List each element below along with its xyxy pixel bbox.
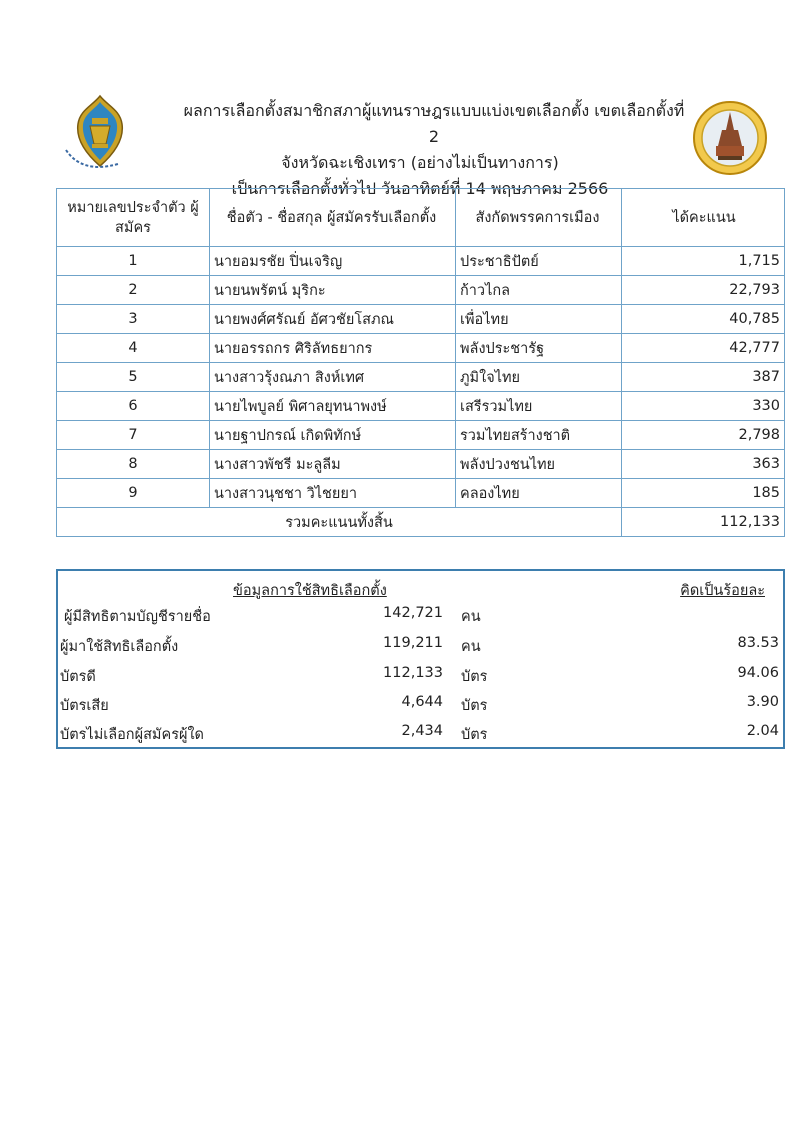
turnout-percent: 94.06 (737, 665, 779, 681)
candidate-name: นายอมรชัย ปิ่นเจริญ (210, 247, 456, 276)
vote-count: 40,785 (622, 305, 785, 334)
turnout-row-voters (58, 635, 783, 663)
candidate-name: นายไพบูลย์ พิศาลยุทนาพงษ์ (210, 392, 456, 421)
candidate-number: 3 (57, 305, 210, 334)
column-header-votes: ได้คะแนน (622, 189, 785, 247)
turnout-value: 112,133 (383, 665, 443, 681)
candidate-name: นายฐาปกรณ์ เกิดพิทักษ์ (210, 421, 456, 450)
candidate-number: 5 (57, 363, 210, 392)
table-row (57, 305, 785, 334)
vote-count: 22,793 (622, 276, 785, 305)
turnout-heading: ข้อมูลการใช้สิทธิเลือกตั้ง (233, 583, 387, 599)
candidate-number: 6 (57, 392, 210, 421)
table-row (57, 276, 785, 305)
turnout-unit: คน (461, 639, 481, 655)
table-row (57, 392, 785, 421)
table-row (57, 421, 785, 450)
results-table (56, 188, 785, 537)
vote-count: 1,715 (622, 247, 785, 276)
turnout-label: บัตรดี (60, 669, 96, 685)
table-row (57, 479, 785, 508)
vote-count: 185 (622, 479, 785, 508)
turnout-row-no-vote-ballots (58, 723, 783, 751)
vote-count: 387 (622, 363, 785, 392)
candidate-number: 7 (57, 421, 210, 450)
turnout-row-valid-ballots (58, 665, 783, 693)
turnout-value: 2,434 (401, 723, 443, 739)
party-name: เสรีรวมไทย (456, 392, 622, 421)
table-row (57, 363, 785, 392)
table-header-row (57, 189, 785, 247)
vote-count: 330 (622, 392, 785, 421)
candidate-name: นายอรรถกร ศิริลัทธยากร (210, 334, 456, 363)
table-row (57, 334, 785, 363)
turnout-value: 119,211 (383, 635, 443, 651)
party-name: ก้าวไกล (456, 276, 622, 305)
candidate-number: 8 (57, 450, 210, 479)
document-title (150, 98, 690, 202)
table-row (57, 450, 785, 479)
turnout-label: บัตรเสีย (60, 698, 109, 714)
table-row (57, 247, 785, 276)
percent-heading: คิดเป็นร้อยละ (680, 583, 765, 599)
candidate-name: นายพงศ์ศรัณย์ อัศวชัยโสภณ (210, 305, 456, 334)
candidate-number: 9 (57, 479, 210, 508)
party-name: คลองไทย (456, 479, 622, 508)
candidate-name: นายนพรัตน์ มุริกะ (210, 276, 456, 305)
title-line-3: เป็นการเลือกตั้งทั่วไป วันอาทิตย์ที่ 14 พฤษภาคม 2566 (231, 179, 609, 198)
turnout-label: ผู้มาใช้สิทธิเลือกตั้ง (60, 639, 179, 655)
vote-count: 42,777 (622, 334, 785, 363)
turnout-row-eligible (58, 605, 783, 633)
turnout-label: บัตรไม่เลือกผู้สมัครผู้ใด (60, 727, 204, 743)
turnout-value: 4,644 (401, 694, 443, 710)
column-header-candidate-number: หมายเลขประจำตัว ผู้สมัคร (57, 189, 210, 247)
candidate-name: นางสาวรุ้งณภา สิงห์เทศ (210, 363, 456, 392)
turnout-percent: 83.53 (737, 635, 779, 651)
column-header-candidate-name: ชื่อตัว - ชื่อสกุล ผู้สมัครรับเลือกตั้ง (210, 189, 456, 247)
candidate-number: 1 (57, 247, 210, 276)
turnout-summary (56, 569, 785, 749)
party-name: ประชาธิปัตย์ (456, 247, 622, 276)
candidate-name: นางสาวนุชชา วิไชยยา (210, 479, 456, 508)
party-name: พลังปวงชนไทย (456, 450, 622, 479)
total-label: รวมคะแนนทั้งสิ้น (57, 508, 622, 537)
party-name: พลังประชารัฐ (456, 334, 622, 363)
total-votes: 112,133 (622, 508, 785, 537)
turnout-value: 142,721 (383, 605, 443, 621)
turnout-label: ผู้มีสิทธิตามบัญชีรายชื่อ (64, 609, 211, 625)
party-name: รวมไทยสร้างชาติ (456, 421, 622, 450)
column-header-party: สังกัดพรรคการเมือง (456, 189, 622, 247)
vote-count: 2,798 (622, 421, 785, 450)
candidate-number: 2 (57, 276, 210, 305)
election-commission-emblem-icon (62, 94, 152, 176)
turnout-unit: บัตร (461, 727, 488, 743)
turnout-percent: 3.90 (746, 694, 779, 710)
title-line-2: จังหวัดฉะเชิงเทรา (อย่างไม่เป็นทางการ) (281, 153, 559, 172)
turnout-percent: 2.04 (746, 723, 779, 739)
vote-count: 363 (622, 450, 785, 479)
candidate-name: นางสาวพัชรี มะลูลีม (210, 450, 456, 479)
turnout-unit: บัตร (461, 669, 488, 685)
province-seal-icon (692, 100, 768, 176)
title-line-1: ผลการเลือกตั้งสมาชิกสภาผู้แทนราษฎรแบบแบ่งเขตเลือกตั้ง เขตเลือกตั้งที่ 2 (183, 101, 685, 146)
turnout-unit: บัตร (461, 698, 488, 714)
turnout-unit: คน (461, 609, 481, 625)
turnout-row-invalid-ballots (58, 694, 783, 722)
party-name: เพื่อไทย (456, 305, 622, 334)
candidate-number: 4 (57, 334, 210, 363)
total-row (57, 508, 785, 537)
party-name: ภูมิใจไทย (456, 363, 622, 392)
